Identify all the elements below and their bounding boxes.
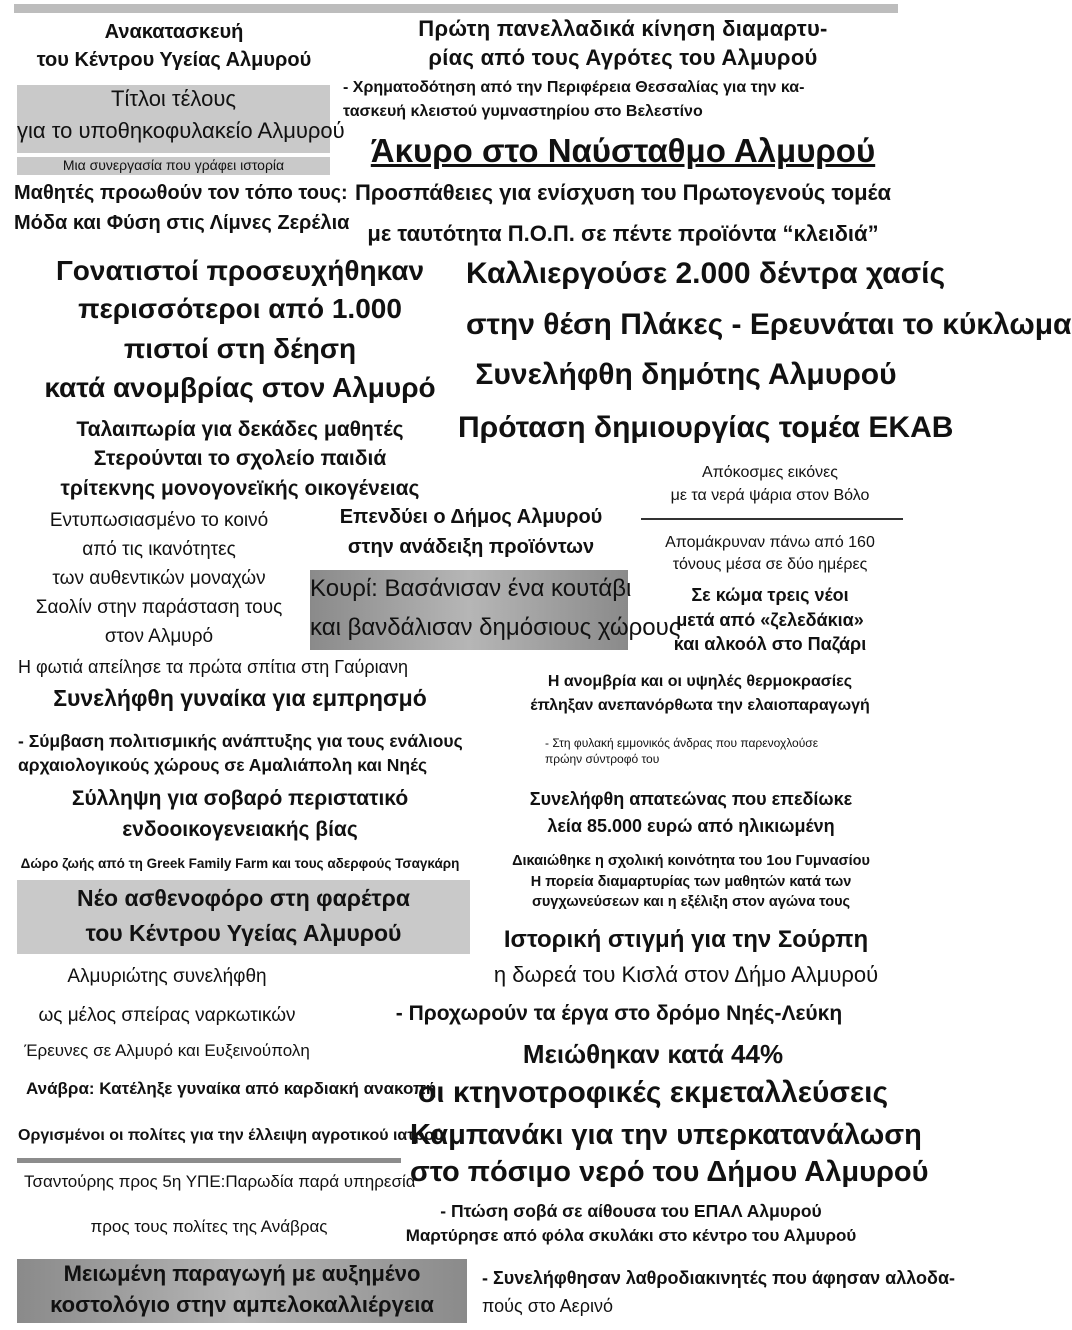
headline-center-1b: στην ανάδειξη προϊόντων [347,536,595,558]
headline-left-18: Οργισμένοι οι πολίτες για την έλλειψη αγροτικού ιατρού [18,1127,444,1144]
headline-right-18a: Καμπανάκι για την υπερκατανάλωση [410,1119,922,1151]
headline-left-6: Ταλαιπωρία για δεκάδες μαθητές [76,418,404,441]
headline-right-2b: τασκευή κλειστού γυμναστηρίου στο Βελεστίνο [343,103,703,120]
headline-right-17b: οι κτηνοτροφικές εκμεταλλεύσεις [417,1076,889,1109]
headline-right-7a: Απόκοσμες εικόνες [702,464,838,481]
headline-right-2a: - Χρηματοδότηση από την Περιφέρεια Θεσσαλίας για την κα- [343,79,805,96]
headline-right-3: Άκυρο στο Ναύσταθμο Αλμυρού [370,132,876,169]
headline-right-20b: πούς στο Αερινό [482,1296,613,1316]
headline-left-8c: των αυθεντικών μοναχών [52,568,266,589]
headline-left-17: Ανάβρα: Κατέληξε γυναίκα από καρδιακή ανακοπή [26,1079,437,1098]
headline-left-12a: Σύλληψη για σοβαρό περιστατικό [71,787,409,810]
headline-left-4b: Μόδα και Φύση στις Λίμνες Ζερέλια [14,212,350,234]
headline-left-15a: Αλμυριώτης συνελήφθη [67,966,267,987]
headline-left-10: Συνελήφθη γυναίκα για εμπρησμό [53,685,427,711]
headline-right-9a: Σε κώμα τρεις νέοι [691,585,849,605]
headline-right-18b: στο πόσιμο νερό του Δήμου Αλμυρού [410,1156,929,1188]
headline-right-1b: ρίας από τους Αγρότες του Αλμυρού [428,45,818,70]
headline-right-12b: λεία 85.000 ευρώ από ηλικιωμένη [547,816,835,836]
headline-right-17a: Μειώθηκαν κατά 44% [522,1039,784,1069]
headline-right-5a: Καλλιεργούσε 2.000 δέντρα χασίς [466,257,946,290]
headline-right-10b: έπληξαν ανεπανόρθωτα την ελαιοπαραγωγή [530,697,870,714]
headline-right-20a: - Συνελήφθησαν λαθροδιακινητές που άφησαν αλλοδα- [482,1268,956,1288]
headline-right-5c: Συνελήφθη δημότης Αλμυρού [475,358,897,391]
headline-left-14b: του Κέντρου Υγείας Αλμυρού [85,920,402,946]
headline-right-11b: πρώην σύντροφό του [545,752,660,766]
headline-center-1a: Επενδύει ο Δήμος Αλμυρού [339,506,603,528]
headline-left-11a: - Σύμβαση πολιτισμικής ανάπτυξης για τους ενάλιους [18,731,463,751]
headline-left-19b: προς τους πολίτες της Ανάβρας [90,1217,328,1236]
headline-right-14a: Η πορεία διαμαρτυρίας των μαθητών κατά των [530,874,852,890]
headline-right-10a: Η ανομβρία και οι υψηλές θερμοκρασίες [547,673,853,690]
headline-left-4a: Μαθητές προωθούν τον τόπο τους: [14,182,348,204]
divider-right [641,518,903,520]
headline-right-15a: Ιστορική στιγμή για την Σούρπη [503,926,869,953]
headline-right-8b: τόνους μέσα σε δύο ημέρες [672,556,868,573]
top-gray-bar [14,4,898,13]
headline-center-2b: και βανδάλισαν δημόσιους χώρους [310,614,681,641]
headline-left-5d: κατά ανομβρίας στον Αλμυρό [44,372,436,403]
headline-right-1a: Πρώτη πανελλαδικά κίνηση διαμαρτυ- [418,16,828,41]
headline-right-19b: Μαρτύρησε από φόλα σκυλάκι στο κέντρο του Αλμυρού [405,1226,857,1245]
headline-left-5a: Γονατιστοί προσευχήθηκαν [55,255,425,286]
headline-right-6: Πρόταση δημιουργίας τομέα ΕΚΑΒ [458,411,954,444]
headline-right-14b: συγχωνεύσεων και η εξέλιξη στον αγώνα τους [531,894,851,910]
headline-left-11b: αρχαιολογικούς χώρους σε Αμαλιάπολη και Νηές [18,755,428,775]
headline-left-15b: ως μέλος σπείρας ναρκωτικών [38,1005,296,1026]
headline-left-8d: Σαολίν στην παράσταση τους [35,597,283,618]
headline-right-7b: με τα νερά ψάρια στον Βόλο [670,487,870,504]
headline-right-9c: και αλκοόλ στο Παζάρι [673,634,867,654]
headline-right-8a: Απομάκρυναν πάνω από 160 [665,534,875,551]
headline-left-20b: κοστολόγιο στην αμπελοκαλλιέργεια [50,1292,434,1317]
headline-right-19a: - Πτώση σοβά σε αίθουσα του ΕΠΑΛ Αλμυρού [440,1201,822,1221]
headline-left-3: Μια συνεργασία που γράφει ιστορία [62,157,285,173]
headline-left-5b: περισσότεροι από 1.000 [78,293,402,324]
headline-right-4b: με ταυτότητα Π.Ο.Π. σε πέντε προϊόντα “κλειδιά” [367,221,879,246]
headline-left-1b: του Κέντρου Υγείας Αλμυρού [36,49,312,71]
headline-left-16: Έρευνες σε Αλμυρό και Ευξεινούπολη [24,1041,310,1060]
headline-left-19a: Τσαντούρης προς 5η ΥΠΕ:Παρωδία παρά υπηρεσία [24,1172,416,1191]
headline-left-14a: Νέο ασθενοφόρο στη φαρέτρα [77,885,410,911]
headline-right-5b: στην θέση Πλάκες - Ερευνάται το κύκλωμα [466,308,1072,341]
headline-right-12a: Συνελήφθη απατεώνας που επεδίωκε [529,789,853,809]
headline-left-9: Η φωτιά απείλησε τα πρώτα σπίτια στη Γαύριανη [18,657,409,677]
headline-left-1a: Ανακατασκευή [104,21,244,43]
headline-right-4a: Προσπάθειες για ενίσχυση του Πρωτογενούς τομέα [354,180,891,205]
headline-left-5c: πιστοί στη δέηση [123,333,357,364]
headline-left-7b: τρίτεκνης μονογονεϊκής οικογένειας [60,477,420,500]
headline-right-16: - Προχωρούν τα έργα στο δρόμο Νηές-Λεύκη [395,1002,843,1025]
headline-left-7a: Στερούνται το σχολείο παιδιά [93,447,387,470]
headline-left-12b: ενδοοικογενειακής βίας [122,818,358,841]
headline-left-20a: Μειωμένη παραγωγή με αυξημένο [63,1261,421,1286]
headline-right-15b: η δωρεά του Κισλά στον Δήμο Αλμυρού [493,962,879,987]
headline-left-8a: Εντυπωσιασμένο το κοινό [49,510,269,531]
headline-left-2a: Τίτλοι τέλους [111,86,236,111]
headline-left-8e: στον Αλμυρό [104,626,214,647]
headline-left-13: Δώρο ζωής από τη Greek Family Farm και τους αδερφούς Τσαγκάρη [20,856,460,871]
divider-left [17,1158,401,1163]
headline-left-8b: από τις ικανότητες [82,539,236,560]
headline-right-9b: μετά από «ζελεδάκια» [676,610,864,630]
headline-center-2a: Κουρί: Βασάνισαν ένα κουτάβι [310,575,632,602]
headline-right-11a: - Στη φυλακή εμμονικός άνδρας που παρενοχλούσε [545,736,819,750]
headline-right-13: Δικαιώθηκε η σχολική κοινότητα του 1ου Γυμνασίου [512,853,870,869]
headline-left-2b: για το υποθηκοφυλακείο Αλμυρού [17,118,345,143]
